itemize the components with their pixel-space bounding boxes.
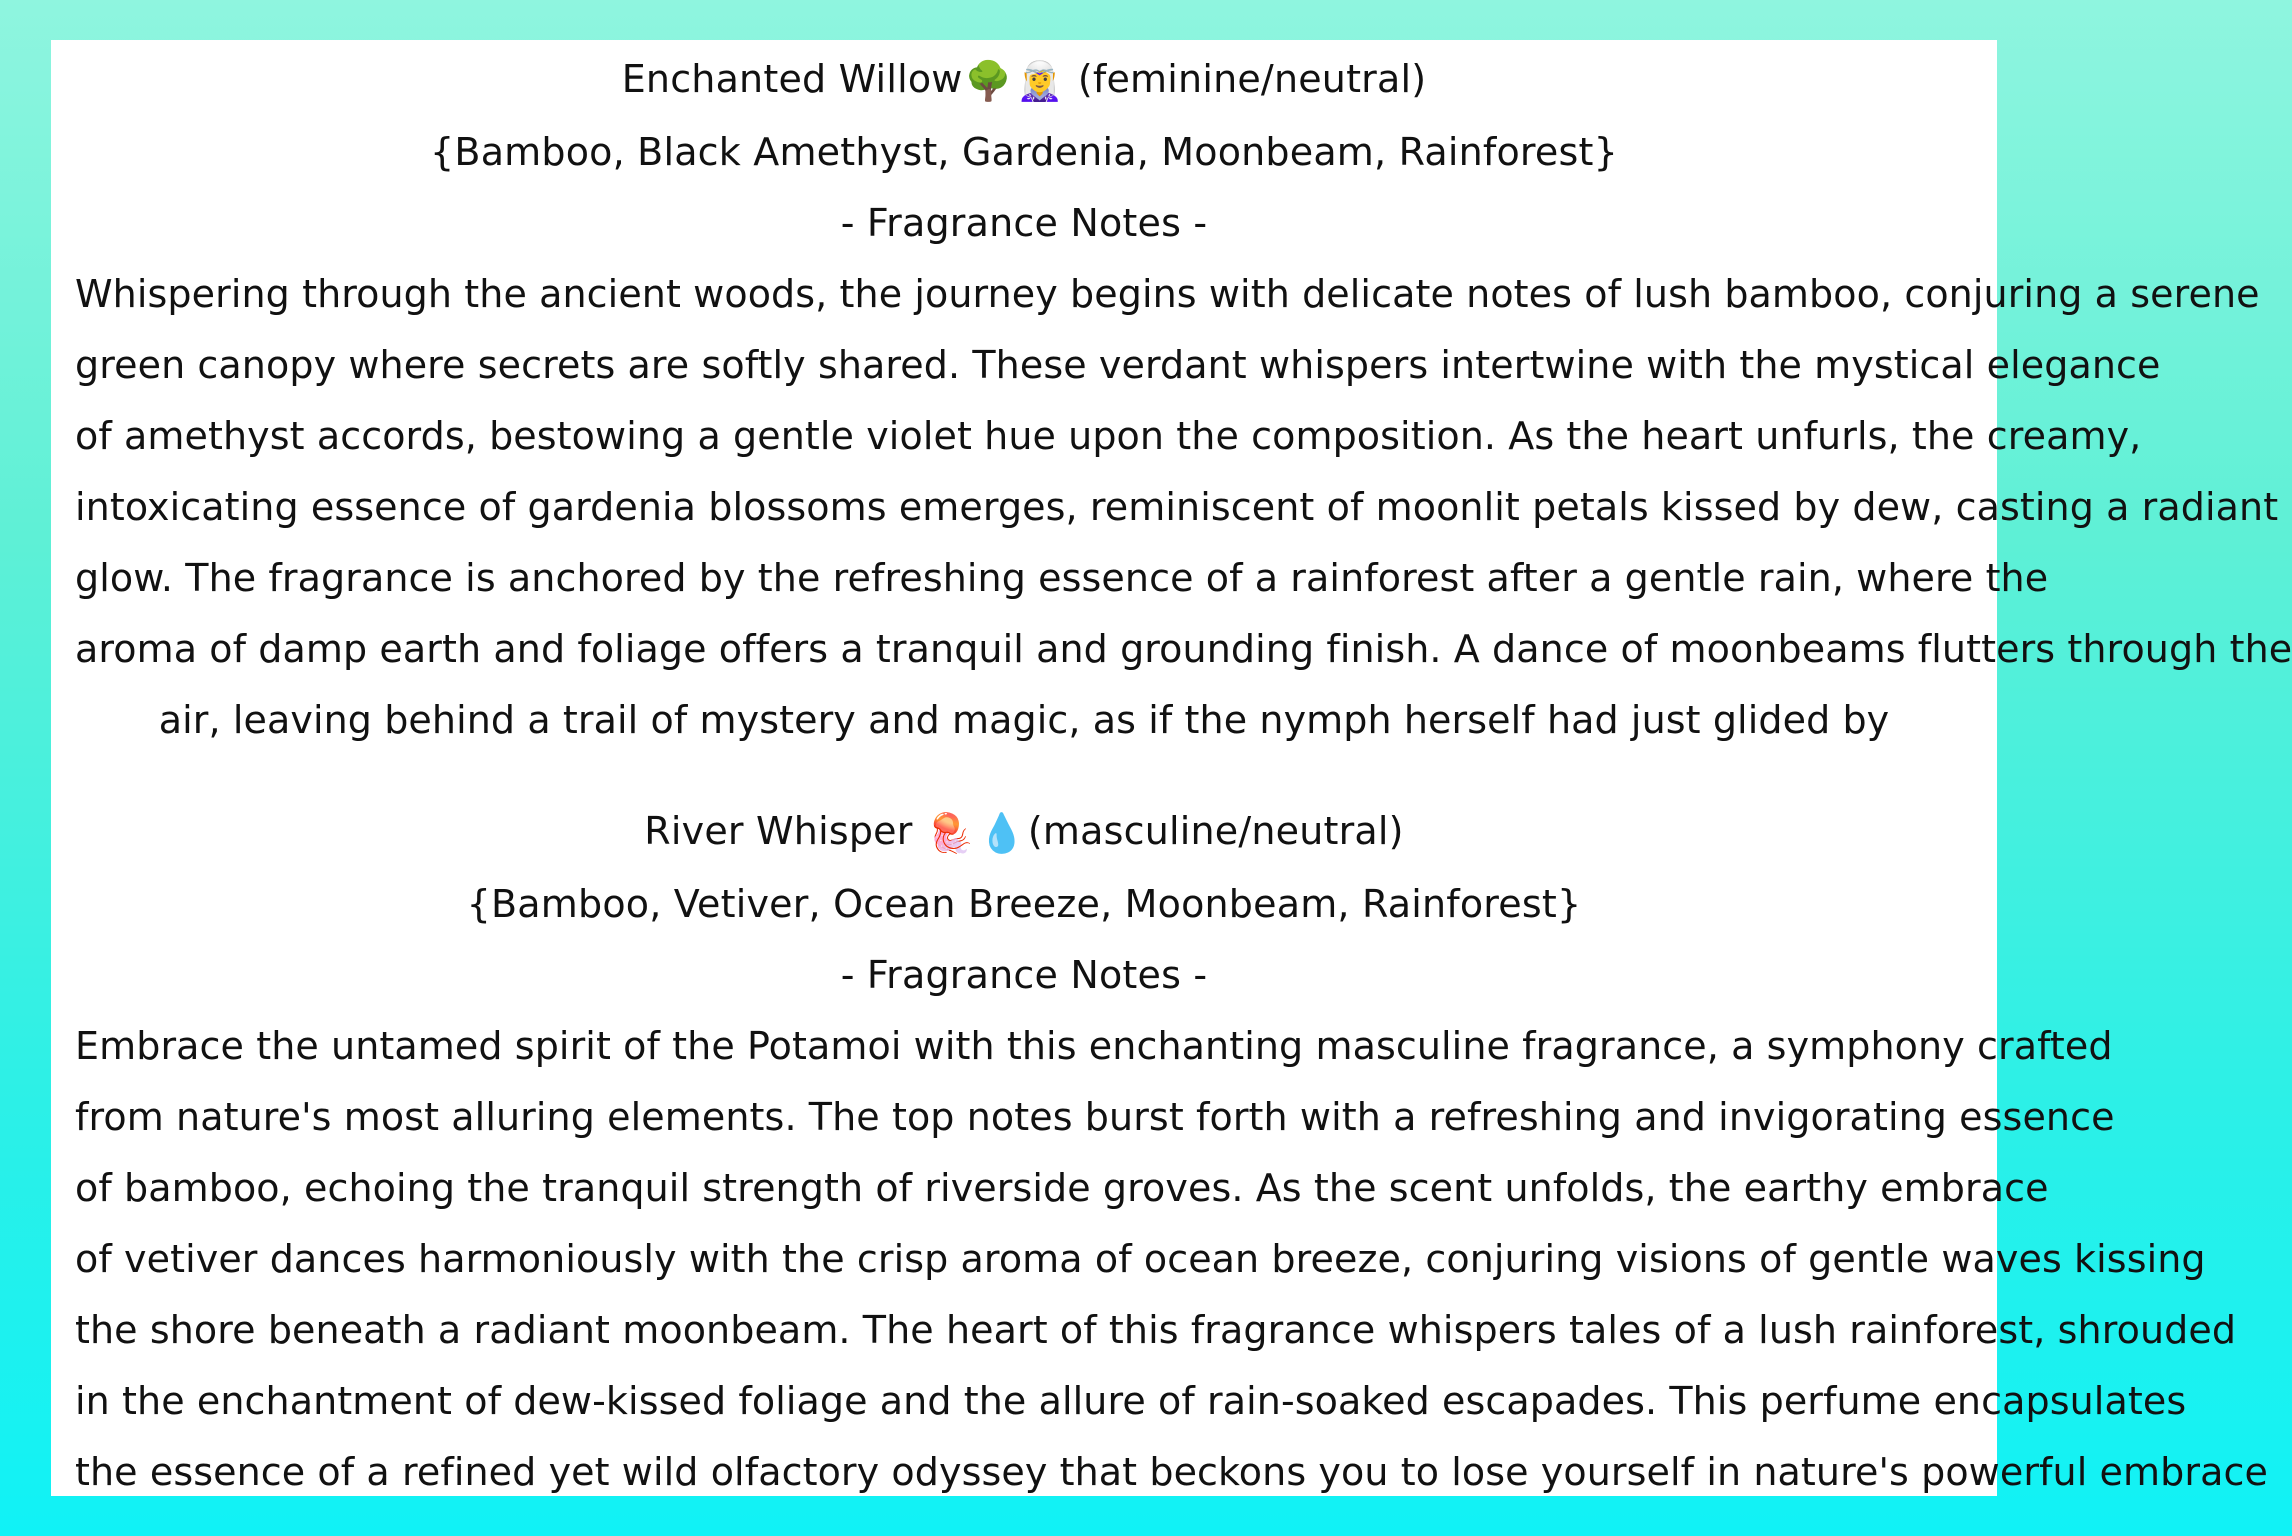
- product-description: [75, 1011, 2268, 1508]
- fragrance-card: [51, 40, 2292, 1496]
- description-line: aroma of damp earth and foliage offers a tranquil and grounding finish. A dance of moonbeams flutters through the: [75, 627, 2292, 671]
- product-title-line: [75, 44, 1973, 117]
- description-line: from nature's most alluring elements. The top notes burst forth with a refreshing and invigorating essence: [75, 1095, 2115, 1139]
- product-river-whisper: [75, 796, 2268, 1508]
- description-line: the shore beneath a radiant moonbeam. The heart of this fragrance whispers tales of a lush rainforest, shrouded: [75, 1308, 2237, 1352]
- description-line: in the enchantment of dew-kissed foliage and the allure of rain-soaked escapades. This perfume encapsulates: [75, 1379, 2187, 1423]
- tree-icon: 🌳: [964, 59, 1013, 103]
- product-title: River Whisper: [644, 809, 913, 853]
- description-line: of amethyst accords, bestowing a gentle violet hue upon the composition. As the heart unfurls, the creamy,: [75, 414, 2142, 458]
- description-line: Embrace the untamed spirit of the Potamoi with this enchanting masculine fragrance, a symphony crafted: [75, 1024, 2113, 1068]
- description-line: of bamboo, echoing the tranquil strength of riverside groves. As the scent unfolds, the earthy embrace: [75, 1166, 2049, 1210]
- description-line: glow. The fragrance is anchored by the refreshing essence of a rainforest after a gentle rain, where the: [75, 556, 2049, 600]
- description-line: air, leaving behind a trail of mystery and magic, as if the nymph herself had just glided by: [158, 698, 1890, 742]
- notes-list: {Bamboo, Vetiver, Ocean Breeze, Moonbeam, Rainforest}: [466, 882, 1582, 926]
- jellyfish-icon: 🪼: [926, 811, 975, 855]
- notes-heading: - Fragrance Notes -: [840, 953, 1208, 997]
- notes-heading: - Fragrance Notes -: [840, 201, 1208, 245]
- description-line: of vetiver dances harmoniously with the crisp aroma of ocean breeze, conjuring visions of gentle waves kissing: [75, 1237, 2206, 1281]
- product-gender: (feminine/neutral): [1077, 57, 1427, 101]
- product-enchanted-willow: [75, 40, 2292, 756]
- product-title-line: [75, 796, 1973, 869]
- product-description: [75, 259, 2292, 756]
- product-title: Enchanted Willow: [621, 57, 963, 101]
- description-line: Whispering through the ancient woods, the journey begins with delicate notes of lush bamboo, conjuring a serene: [75, 272, 2260, 316]
- notes-list: {Bamboo, Black Amethyst, Gardenia, Moonbeam, Rainforest}: [430, 130, 1618, 174]
- elf-icon: 🧝‍♀️: [1016, 59, 1064, 103]
- droplet-icon: 💧: [978, 811, 1026, 855]
- description-line: intoxicating essence of gardenia blossoms emerges, reminiscent of moonlit petals kissed by dew, casting a radiant: [75, 485, 2279, 529]
- description-line: green canopy where secrets are softly shared. These verdant whispers intertwine with the mystical elegance: [75, 343, 2161, 387]
- product-gender: (masculine/neutral): [1027, 809, 1404, 853]
- description-line: the essence of a refined yet wild olfactory odyssey that beckons you to lose yourself in nature's powerful embrace: [75, 1450, 2268, 1494]
